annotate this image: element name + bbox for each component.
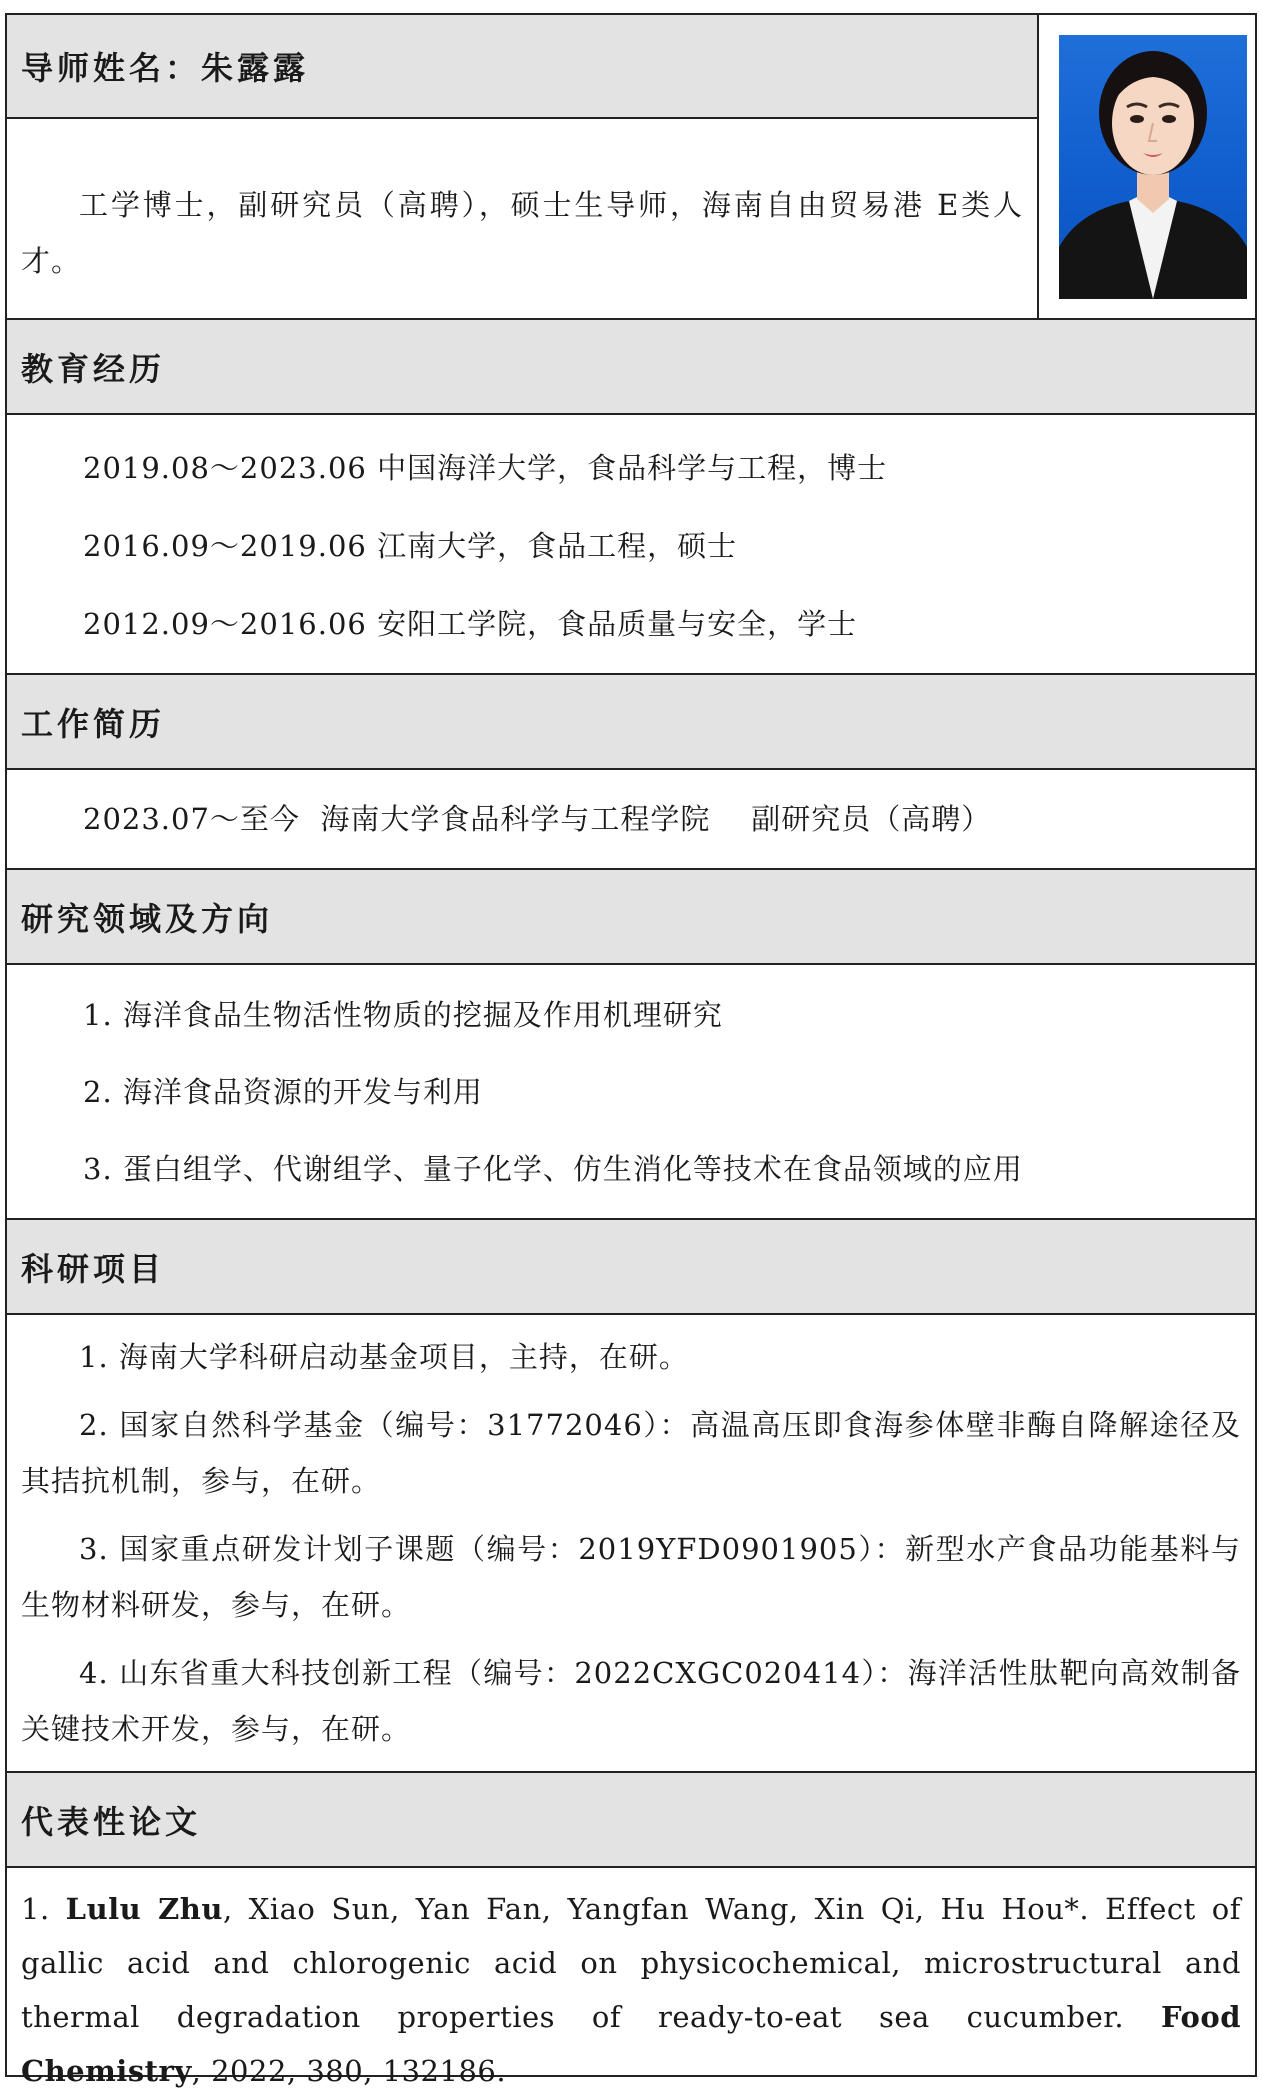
project-item: 1. 海南大学科研启动基金项目，主持，在研。 (79, 1340, 689, 1374)
project-item: 3. 国家重点研发计划子课题（编号：2019YFD0901905）：新型水产食品功能基料与生物材料研发，参与，在研。 (21, 1532, 1241, 1622)
education-list (7, 415, 1255, 673)
advisor-photo (1059, 35, 1247, 299)
intro-block (7, 119, 1037, 289)
research-section (7, 870, 1255, 1220)
papers-section (7, 1773, 1255, 2098)
portrait-image (1059, 35, 1247, 299)
paper-rest: , Xiao Sun, Yan Fan, Yangfan Wang, Xin Qi, Hu Hou*. Effect of gallic acid and chlorogenic acid on physicochemical, microstructural and thermal degradation properties of ready-to-eat sea cucumber. (21, 1892, 1241, 2034)
education-item: 2019.08～2023.06 中国海洋大学，食品科学与工程，博士 (83, 451, 888, 485)
education-item: 2012.09～2016.06 安阳工学院，食品质量与安全，学士 (83, 607, 858, 641)
projects-section (7, 1220, 1255, 1773)
research-item: 2. 海洋食品资源的开发与利用 (83, 1075, 483, 1109)
papers-heading (7, 1773, 1255, 1868)
research-item: 1. 海洋食品生物活性物质的挖掘及作用机理研究 (83, 998, 723, 1032)
education-item: 2016.09～2019.06 江南大学，食品工程，硕士 (83, 529, 738, 563)
advisor-name: 导师姓名：朱露露 (21, 49, 310, 87)
project-item: 2. 国家自然科学基金（编号：31772046）：高温高压即食海参体壁非酶自降解途径及其拮抗机制，参与，在研。 (21, 1408, 1241, 1498)
profile-top (7, 15, 1255, 318)
paper-item (7, 1868, 1255, 2098)
research-item: 3. 蛋白组学、代谢组学、量子化学、仿生消化等技术在食品领域的应用 (83, 1152, 1023, 1186)
work-list (7, 770, 1255, 868)
research-heading (7, 870, 1255, 965)
photo-cell (1041, 15, 1255, 318)
paper-number: 1. (21, 1892, 66, 1926)
education-heading (7, 320, 1255, 415)
paper-citation: , 2022, 380, 132186. (191, 2054, 507, 2088)
projects-title: 科研项目 (21, 1249, 166, 1288)
intro-text: 工学博士，副研究员（高聘），硕士生导师，海南自由贸易港 E类人才。 (21, 188, 1023, 278)
work-item: 2023.07～至今 海南大学食品科学与工程学院 副研究员（高聘） (83, 802, 992, 836)
paper-journal: Food Chemistry (21, 2000, 1241, 2088)
projects-heading (7, 1220, 1255, 1315)
work-heading (7, 675, 1255, 770)
papers-title: 代表性论文 (21, 1802, 202, 1841)
projects-list (7, 1315, 1255, 1771)
research-list (7, 965, 1255, 1218)
advisor-name-heading (7, 15, 1037, 119)
education-title: 教育经历 (21, 349, 166, 388)
education-section (7, 318, 1255, 675)
research-title: 研究领域及方向 (21, 899, 274, 938)
content-column (7, 318, 1255, 2098)
profile-sheet (5, 13, 1257, 2088)
paper-lead-author: Lulu Zhu (65, 1892, 223, 1926)
work-title: 工作简历 (21, 704, 166, 743)
project-item: 4. 山东省重大科技创新工程（编号：2022CXGC020414）：海洋活性肽靶向高效制备关键技术开发，参与，在研。 (21, 1656, 1241, 1746)
work-section (7, 675, 1255, 870)
